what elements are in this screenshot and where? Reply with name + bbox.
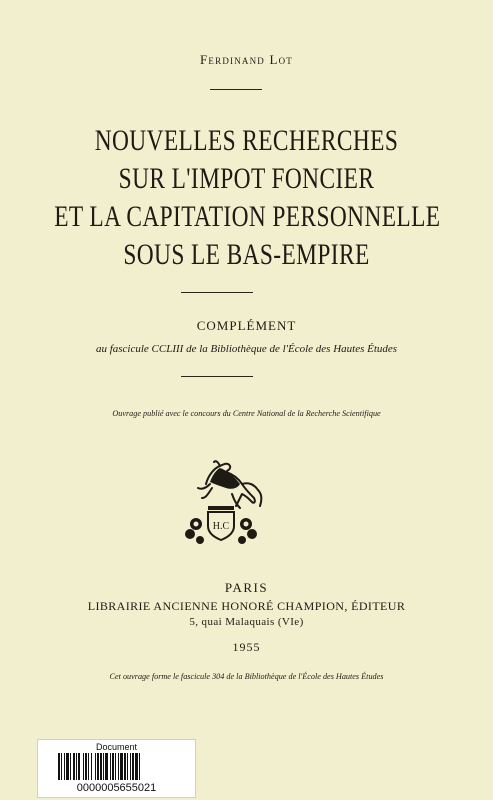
barcode-bar xyxy=(95,753,96,780)
emblem-monogram: H.C xyxy=(212,521,230,532)
complement-subtitle: au fascicule CCLIII de la Bibliothèque de l'École des Hautes Études xyxy=(95,343,398,355)
barcode-bar xyxy=(103,753,104,780)
barcode-bar xyxy=(105,753,108,780)
barcode-bar xyxy=(115,753,116,780)
barcode-bar xyxy=(110,753,111,780)
barcode-bar xyxy=(139,753,140,780)
barcode-bar xyxy=(97,753,99,780)
barcode-bar xyxy=(64,753,65,780)
barcode-bar xyxy=(112,753,114,780)
barcode-bar xyxy=(120,753,123,780)
barcode-bar xyxy=(124,753,126,780)
divider xyxy=(210,89,262,90)
barcode-label: Document xyxy=(95,742,138,752)
barcode-bar xyxy=(135,753,138,780)
barcode-bar xyxy=(76,753,77,780)
barcode-bar xyxy=(118,753,119,780)
barcode-bar xyxy=(91,753,92,780)
barcode-bar xyxy=(58,753,60,780)
barcode-icon xyxy=(58,753,175,780)
barcode-bar xyxy=(78,753,80,780)
barcode-bar xyxy=(85,753,87,780)
imprint-city: PARIS xyxy=(224,580,269,595)
imprint-address: 5, quai Malaquais (VIe) xyxy=(189,616,304,628)
publication-note: Ouvrage publié avec le concours du Centre National de la Recherche Scientifique xyxy=(112,409,381,418)
imprint-publisher: LIBRAIRIE ANCIENNE HONORÉ CHAMPION, ÉDITEUR xyxy=(87,599,406,613)
complement-heading: COMPLÉMENT xyxy=(196,318,297,333)
footer-note: Cet ouvrage forme le fascicule 304 de la Bibliothèque de l'École des Hautes Études xyxy=(109,672,384,681)
book-title xyxy=(0,126,493,278)
divider xyxy=(181,292,253,293)
barcode-bar xyxy=(100,753,102,780)
barcode-bar xyxy=(73,753,75,780)
title-line: SUR L'IMPOT FONCIER xyxy=(118,162,375,195)
barcode-number: 0000005655021 xyxy=(76,782,157,794)
barcode-bar xyxy=(130,753,131,780)
barcode-bar xyxy=(88,753,89,780)
barcode-bar xyxy=(70,753,71,780)
barcode-bar xyxy=(83,753,84,780)
barcode-bar xyxy=(127,753,128,780)
title-line: SOUS LE BAS-EMPIRE xyxy=(123,238,370,271)
barcode-bar xyxy=(66,753,69,780)
title-line: NOUVELLES RECHERCHES xyxy=(94,124,399,157)
divider xyxy=(181,376,253,377)
imprint-year: 1955 xyxy=(232,640,261,654)
title-line: ET LA CAPITATION PERSONNELLE xyxy=(54,200,441,233)
author-name: Ferdinand Lot xyxy=(199,52,293,67)
barcode-bar xyxy=(61,753,62,780)
horse-emblem-icon xyxy=(176,454,266,554)
barcode-sticker xyxy=(37,739,196,798)
barcode-bar xyxy=(132,753,134,780)
